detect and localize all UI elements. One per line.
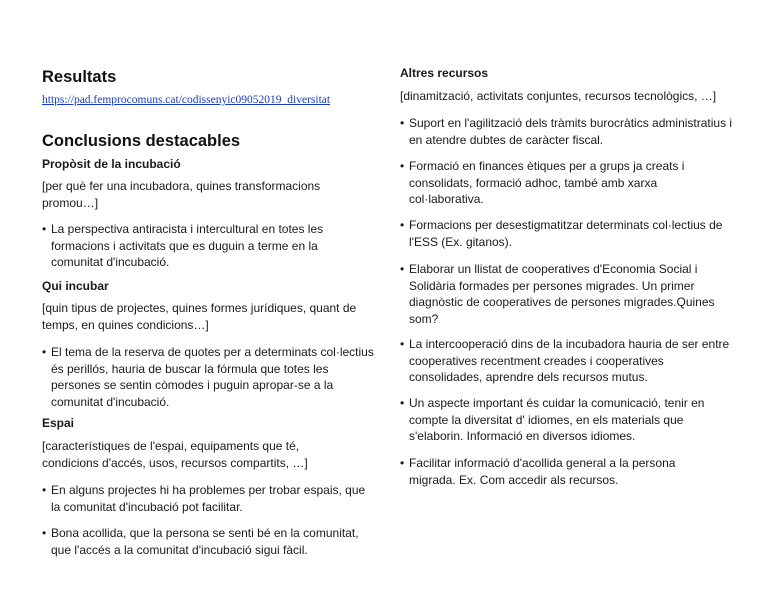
- bullet-icon: •: [400, 116, 405, 130]
- list-item-text: Facilitar informació d'acollida general a la persona migrada. Ex. Com accedir als recursos.: [409, 456, 676, 487]
- section-title-espai: Espai: [42, 416, 75, 430]
- list-item-text: Suport en l'agilització dels tràmits burocràtics administratius i en atendre dubtes de caràcter fiscal.: [409, 116, 733, 147]
- bullet-icon: •: [42, 345, 47, 359]
- list-item: [42, 221, 342, 271]
- list-item-text: El tema de la reserva de quotes per a determinats col·lectius és perillós, hauria de buscar la fórmula que totes les persones se sentin còmodes i puguin apropar-se a la comunitat d'incubació.: [51, 345, 374, 409]
- list-item-text: Un aspecte important és cuidar la comunicació, tenir en compte la diversitat d' idiomes, en els materials que s'elaborin. Informació en diversos idiomes.: [409, 396, 705, 443]
- section-title-proposit: Propòsit de la incubació: [42, 157, 181, 171]
- bullet-icon: •: [42, 483, 47, 497]
- list-item-text: La perspectiva antiracista i intercultural en totes les formacions i activitats que es duguin a terme en la comunitat d'incubació.: [51, 222, 324, 269]
- list-item: [42, 525, 377, 558]
- bullet-icon: •: [400, 159, 405, 173]
- bullet-icon: •: [42, 526, 47, 540]
- bullet-icon: •: [400, 218, 405, 232]
- section-description-qui-incubar: [quin tipus de projectes, quines formes jurídiques, quant de temps, en quines condicions…]: [42, 301, 357, 332]
- results-heading: Resultats: [42, 68, 117, 86]
- list-item: [400, 115, 740, 148]
- bullet-icon: •: [400, 396, 405, 410]
- conclusions-heading: Conclusions destacables: [42, 132, 241, 150]
- list-item: [42, 482, 377, 515]
- list-item: [400, 336, 735, 386]
- bullet-icon: •: [400, 456, 405, 470]
- bullet-icon: •: [42, 222, 47, 236]
- section-description-espai: [característiques de l'espai, equipaments que té, condicions d'accés, usos, recursos compartits, …]: [42, 439, 308, 470]
- list-item-text: Formació en finances ètiques per a grups ja creats i consolidats, formació adhoc, també amb xarxa col·laborativa.: [409, 159, 685, 206]
- list-item-text: Bona acollida, que la persona se senti bé en la comunitat, que l'accés a la comunitat d'incubació sigui fàcil.: [51, 526, 359, 557]
- list-item: [400, 455, 720, 488]
- section-title-qui-incubar: Qui incubar: [42, 279, 109, 293]
- list-item: [400, 158, 710, 208]
- list-item: [400, 261, 720, 327]
- list-item-text: La intercooperació dins de la incubadora hauria de ser entre cooperatives recentment creades i cooperatives consolidades, aprendre dels recursos mutus.: [409, 337, 730, 384]
- bullet-icon: •: [400, 262, 405, 276]
- list-item-text: En alguns projectes hi ha problemes per trobar espais, que la comunitat d'incubació pot facilitar.: [51, 483, 366, 514]
- section-title-altres-recursos: Altres recursos: [400, 66, 489, 80]
- section-description-proposit: [per què fer una incubadora, quines transformacions promou…]: [42, 179, 321, 210]
- list-item: [42, 344, 380, 410]
- section-description-altres-recursos: [dinamització, activitats conjuntes, recursos tecnològics, …]: [400, 89, 717, 103]
- list-item: [400, 395, 730, 445]
- list-item: [400, 217, 740, 250]
- list-item-text: Elaborar un llistat de cooperatives d'Economia Social i Solidària formades per persones migrades. Un primer diagnòstic de cooperatives de persones migrades.Quines som?: [409, 262, 715, 326]
- results-link[interactable]: https://pad.femprocomuns.cat/codissenyic09052019_diversitat: [42, 94, 331, 106]
- bullet-icon: •: [400, 337, 405, 351]
- list-item-text: Formacions per desestigmatitzar determinats col·lectius de l'ESS (Ex. gitanos).: [409, 218, 723, 249]
